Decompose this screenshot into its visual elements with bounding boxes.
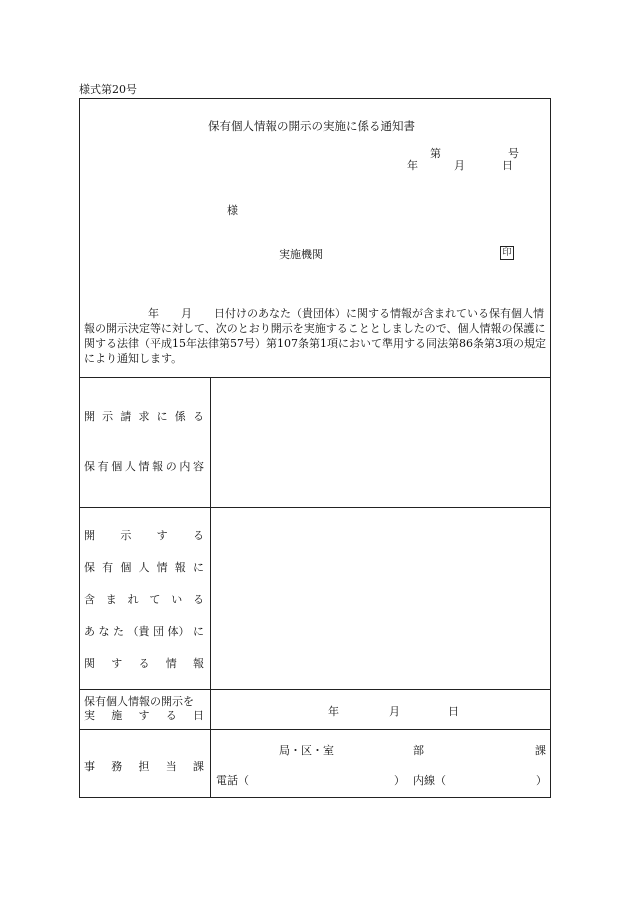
phone-close: ） <box>394 774 405 787</box>
office-section: 課 <box>535 744 546 757</box>
doc-no-go: 号 <box>508 147 519 160</box>
impl-day: 日 <box>448 705 459 718</box>
extension-label: 内線（ <box>413 774 446 787</box>
office-dept: 部 <box>413 744 424 757</box>
body-text: 日付けのあなた（貴団体）に関する情報が含まれている保有個人情報の開示決定等に対して、次のとおり開示を実施することとしましたので、個人情報の保護に関する法律（平成15年法律第57号）第107条第1項において準用する同法第86条第3項の規定により通知します。 <box>84 307 546 365</box>
divider <box>80 689 550 690</box>
divider <box>80 729 550 730</box>
addressee-suffix: 様 <box>227 204 238 217</box>
divider <box>80 377 550 378</box>
divider <box>80 507 550 508</box>
office-label: 事 務 担 当 課 <box>84 760 204 773</box>
phone-label: 電話（ <box>216 774 249 787</box>
date-month: 月 <box>454 159 465 172</box>
issuer-label: 実施機関 <box>279 248 323 261</box>
impl-month: 月 <box>389 705 400 718</box>
body-lead-month: 月 <box>181 307 192 320</box>
notice-form <box>79 98 551 798</box>
notice-body <box>84 306 548 366</box>
document-title: 保有個人情報の開示の実施に係る通知書 <box>208 119 415 133</box>
column-divider <box>210 377 211 798</box>
related-info-label: 開 示 す る 保 有 個 人 情 報 に 含 ま れ て い る あ な た （貴 団 体） に 関 す る 情 報 <box>84 529 204 670</box>
office-bureau: 局・区・室 <box>279 744 334 757</box>
seal-mark: 印 <box>500 246 514 260</box>
date-year: 年 <box>407 159 418 172</box>
doc-no-dai: 第 <box>430 147 441 160</box>
impl-year: 年 <box>328 705 339 718</box>
body-lead-year: 年 <box>148 307 159 320</box>
date-day: 日 <box>502 159 513 172</box>
extension-close: ） <box>536 774 547 787</box>
request-info-label: 開 示 請 求 に 係 る 保 有 個 人 情 報 の 内 容 <box>84 410 204 473</box>
form-number: 様式第20号 <box>79 83 137 96</box>
implementation-date-label: 保有個人情報の開示を 実 施 す る 日 <box>84 695 204 722</box>
